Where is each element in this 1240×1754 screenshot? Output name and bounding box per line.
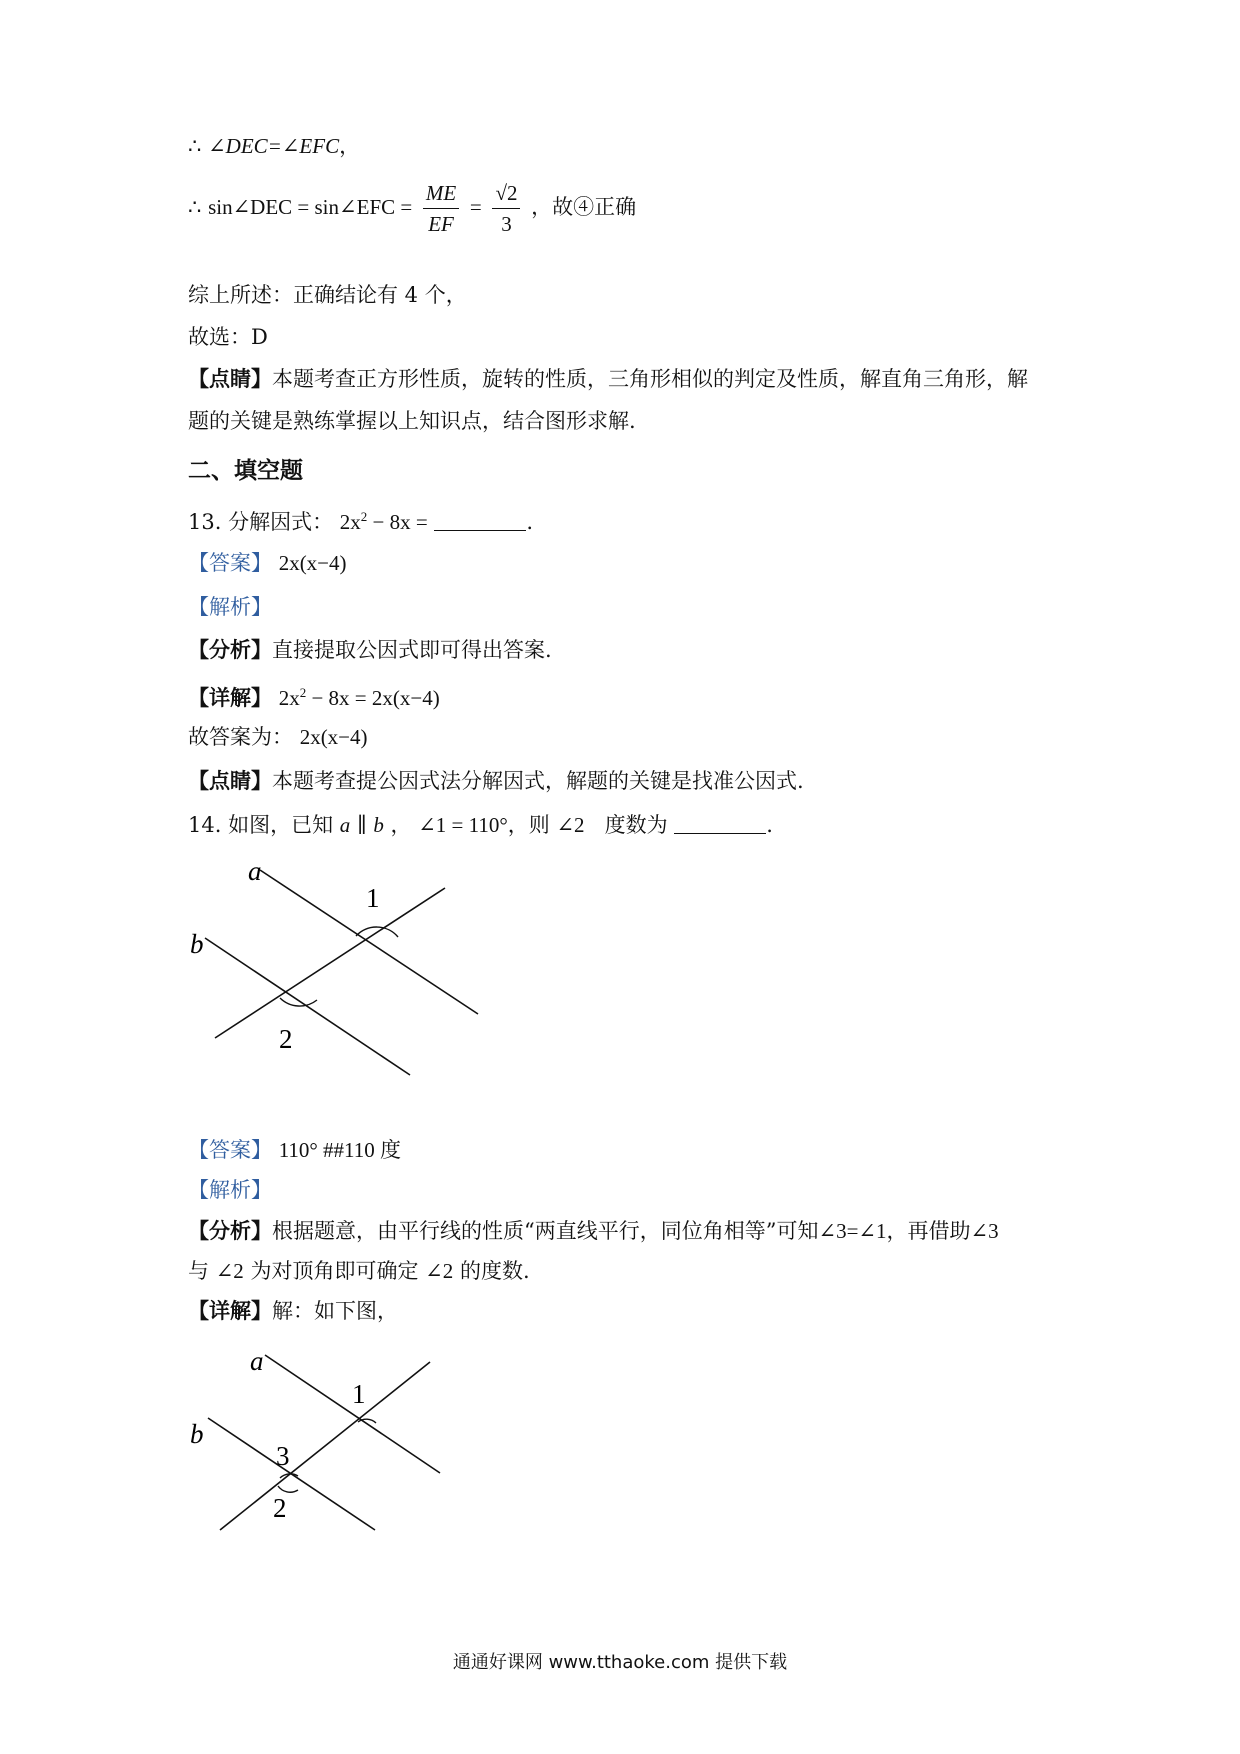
- summary-line: 综上所述：正确结论有 4 个，: [188, 283, 467, 307]
- therefore-symbol: ∴: [188, 134, 202, 158]
- label-angle-1: 1: [366, 883, 380, 913]
- sine-equation: [188, 178, 636, 239]
- transversal: [215, 888, 445, 1038]
- line-b: [205, 938, 410, 1075]
- q13-term-2: − 8x =: [367, 510, 428, 534]
- xj-result: 2x(x−4): [366, 686, 440, 710]
- equals-sign: =: [469, 195, 482, 219]
- question-14: 14. 如图，已知 a ∥ b ， ∠1 = 110°，则 ∠2 度数为 .: [188, 813, 773, 837]
- q13-answer-value: 2x(x−4): [278, 551, 347, 575]
- label-angle-3: 3: [276, 1441, 290, 1471]
- label-b: b: [190, 1419, 204, 1449]
- point-note-tag: 【点睛】: [188, 366, 272, 391]
- line-a: [265, 1355, 440, 1473]
- label-angle-2: 2: [279, 1024, 293, 1054]
- fenxi-angle-2b: ∠2: [425, 1259, 454, 1283]
- point-note-line-2: 题的关键是熟练掌握以上知识点，结合图形求解.: [188, 409, 636, 433]
- q14-answer-value: 110° ##110 度: [278, 1138, 402, 1162]
- xiangjie-tag: 【详解】: [188, 685, 272, 710]
- fenxi-angle-2: ∠2: [215, 1259, 244, 1283]
- q14-period: .: [766, 813, 773, 837]
- xj-exponent: 2: [299, 685, 307, 700]
- fenxi-text-4: 为对顶角即可确定: [250, 1259, 419, 1283]
- fraction-denominator: EF: [428, 212, 454, 236]
- q13-exponent: 2: [360, 509, 368, 524]
- label-angle-1: 1: [352, 1379, 366, 1409]
- q14-rest: 度数为: [604, 813, 668, 837]
- angle-equation: ∠DEC=∠EFC: [208, 134, 340, 158]
- q14-fenxi-line-2: [188, 1256, 530, 1286]
- transversal: [220, 1362, 430, 1530]
- comma: ，: [339, 134, 361, 158]
- q14-analysis-tag: 【解析】: [188, 1178, 272, 1202]
- fenxi-text: 根据题意，由平行线的性质“两直线平行，同位角相等”可知: [272, 1219, 819, 1243]
- q14-xiangjie: [188, 1296, 398, 1326]
- answer-blank: [674, 813, 766, 834]
- answer-tag: 【答案】: [188, 1138, 272, 1162]
- section-title: 二、填空题: [188, 458, 303, 484]
- q13-fenxi: [188, 635, 552, 665]
- q13-expr: [340, 510, 428, 534]
- q13-xiangjie: [188, 678, 440, 713]
- fenxi-text-2: ，再借助: [886, 1219, 971, 1243]
- xiangjie-text: 解：如下图，: [272, 1299, 398, 1323]
- fraction-denominator: 3: [501, 212, 512, 236]
- parallel-symbol: ∥: [356, 813, 367, 837]
- angle-1-arc: [358, 1419, 376, 1423]
- fenxi-text-5: 的度数.: [459, 1259, 530, 1283]
- q14-angle-2: ∠2: [556, 813, 585, 837]
- q13-final: [188, 722, 368, 752]
- fraction-me-ef: [423, 178, 459, 239]
- q13-answer: [188, 548, 347, 578]
- question-13: [188, 502, 533, 537]
- angle-2-arc: [280, 998, 317, 1006]
- q14-then: ，则: [507, 813, 550, 837]
- choice-line: 故选：D: [188, 325, 268, 349]
- q14-label: 14. 如图，已知: [188, 813, 334, 837]
- xiangjie-tag: 【详解】: [188, 1298, 272, 1323]
- label-a: a: [250, 1346, 264, 1376]
- xj-term: 2x: [278, 686, 300, 710]
- q13-analysis-tag: 【解析】: [188, 595, 272, 619]
- line-b-name: b: [373, 813, 384, 837]
- label-angle-2: 2: [273, 1493, 287, 1523]
- figure-parallel-lines-1: [180, 850, 500, 1090]
- conclusion-tail: ，故④正确: [531, 195, 637, 219]
- therefore-symbol: ∴: [188, 195, 202, 219]
- fenxi-tag: 【分析】: [188, 637, 272, 662]
- dianjing-tag: 【点睛】: [188, 768, 272, 793]
- conclusion-angle-equal: [188, 131, 360, 161]
- xiangjie-expr: [279, 686, 440, 710]
- fenxi-angle-relation: ∠3=∠1: [818, 1219, 887, 1243]
- q13-period: .: [526, 510, 534, 534]
- fenxi-text: 直接提取公因式即可得出答案.: [272, 638, 552, 662]
- point-note-line-1: [188, 364, 1028, 394]
- q13-term: 2x: [339, 510, 361, 534]
- xj-term-2: − 8x =: [306, 686, 367, 710]
- sine-lhs: sin∠DEC = sin∠EFC =: [208, 195, 413, 219]
- page-footer: 通通好课网 www.tthaoke.com 提供下载: [452, 1652, 788, 1673]
- answer-tag: 【答案】: [188, 551, 272, 575]
- line-a-name: a: [339, 813, 351, 837]
- dianjing-text: 本题考查提公因式法分解因式，解题的关键是找准公因式.: [272, 769, 804, 793]
- fraction-numerator: √2: [492, 178, 520, 209]
- point-note-text: 本题考查正方形性质，旋转的性质，三角形相似的判定及性质，解直角三角形，解: [272, 367, 1028, 391]
- q14-answer: [188, 1135, 401, 1165]
- final-label: 故答案为：: [188, 725, 293, 749]
- figure-parallel-lines-2: [180, 1340, 460, 1560]
- fraction-numerator: ME: [423, 178, 459, 209]
- answer-blank: [434, 510, 526, 531]
- fraction-root2-3: [492, 178, 520, 239]
- q13-label: 13. 分解因式：: [188, 510, 334, 534]
- q13-dianjing: [188, 766, 804, 796]
- fenxi-text-3: 与: [188, 1259, 209, 1283]
- fenxi-angle-3: ∠3: [970, 1219, 999, 1243]
- q14-fenxi-line-1: [188, 1216, 999, 1246]
- final-value: 2x(x−4): [299, 725, 368, 749]
- q14-condition: ∠1 = 110°: [418, 813, 508, 837]
- fenxi-tag: 【分析】: [188, 1218, 272, 1243]
- angle-2-arc: [278, 1486, 298, 1492]
- label-b: b: [190, 929, 204, 959]
- label-a: a: [248, 856, 262, 886]
